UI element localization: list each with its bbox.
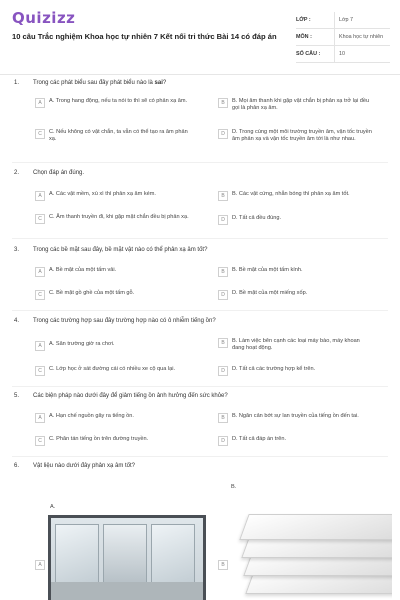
- option-text: C. Bề mặt gồ ghề của một tấm gỗ.: [49, 290, 135, 296]
- option-b[interactable]: [218, 413, 373, 423]
- option-a-label: A.: [50, 504, 56, 510]
- divider: [12, 386, 388, 387]
- option-letter-box: B: [218, 413, 228, 423]
- question-number: 3.: [14, 247, 20, 253]
- option-d[interactable]: [218, 366, 373, 376]
- meta-label: MÔN :: [296, 34, 312, 40]
- option-a[interactable]: [35, 341, 190, 351]
- question-text: Vật liệu nào dưới đây phản xạ âm tốt?: [33, 463, 136, 469]
- document-header: [0, 0, 400, 75]
- question-number: 1.: [14, 80, 20, 86]
- meta-row-subject: [296, 29, 390, 46]
- option-text: C. Lớp học ở sát đường cái có nhiều xe cộ qua lại.: [49, 366, 176, 372]
- option-text: C. Âm thanh truyền đi, khi gặp mặt chắn đều bị phản xạ.: [49, 214, 189, 220]
- meta-value: Lớp 7: [334, 12, 390, 28]
- glass-door-image: [48, 515, 206, 600]
- option-text: B. Bề mặt của một tấm kính.: [232, 267, 303, 273]
- question-number: 4.: [14, 318, 20, 324]
- divider: [12, 310, 388, 311]
- question-text: Trong các bề mặt sau đây, bề mặt vật nào có thể phản xạ âm tốt?: [33, 247, 208, 253]
- option-letter-box: C: [35, 290, 45, 300]
- option-text: A. Hạn chế nguồn gây ra tiếng ồn.: [49, 413, 134, 419]
- option-d[interactable]: [218, 129, 373, 143]
- foam-slab: [239, 514, 392, 540]
- option-b[interactable]: [218, 338, 373, 352]
- option-letter-box: B: [218, 267, 228, 277]
- option-a[interactable]: [35, 98, 190, 108]
- option-b[interactable]: [218, 191, 373, 201]
- option-letter-box: A: [35, 98, 45, 108]
- option-text: D. Trong cùng một môi trường truyền âm, vận tốc truyền âm phản xạ và vận tốc truyền âm tới là như nhau.: [232, 129, 372, 142]
- option-c[interactable]: [35, 366, 190, 376]
- option-text: C. Nếu không có vật chắn, ta vẫn có thể tạo ra âm phản xạ.: [49, 129, 188, 142]
- option-text: A. Bề mặt của một tấm vải.: [49, 267, 117, 273]
- meta-row-count: [296, 46, 390, 63]
- option-b-label: B.: [231, 484, 237, 490]
- meta-table: [296, 12, 390, 63]
- option-letter-box: D: [218, 436, 228, 446]
- option-letter-box: B: [218, 98, 228, 108]
- divider: [12, 456, 388, 457]
- option-text: B. Các vật cứng, nhẵn bóng thì phản xạ âm tốt.: [232, 191, 350, 197]
- option-letter-box: C: [35, 366, 45, 376]
- option-d[interactable]: [218, 436, 373, 446]
- question-number: 5.: [14, 393, 20, 399]
- option-c[interactable]: [35, 214, 190, 224]
- option-letter-box: D: [218, 366, 228, 376]
- option-letter-box: B: [218, 191, 228, 201]
- floor: [51, 582, 203, 600]
- meta-label: SỐ CÂU :: [296, 51, 321, 57]
- question-text-part: Trong các phát biểu sau đây phát biểu nào là: [33, 80, 155, 86]
- option-letter-box: B: [218, 338, 228, 348]
- option-text: C. Phân tán tiếng ồn trên đường truyền.: [49, 436, 149, 442]
- option-text: A. Trong hang động, nếu ta nói to thì sẽ có phản xạ âm.: [49, 98, 188, 104]
- option-a[interactable]: [35, 413, 190, 423]
- foam-sheets-image: [230, 498, 392, 600]
- option-a[interactable]: [35, 267, 190, 277]
- question-text-part: ?: [162, 80, 167, 86]
- option-letter-box: A: [35, 191, 45, 201]
- option-text: D. Tất cả đáp án trên.: [232, 436, 287, 442]
- option-text: B. Mọi âm thanh khi gặp vật chắn bị phản xạ trở lại đều gọi là phản xạ âm.: [232, 98, 370, 111]
- option-b[interactable]: [218, 98, 373, 112]
- option-d[interactable]: [218, 215, 373, 225]
- option-letter-box: A: [35, 341, 45, 351]
- option-b[interactable]: [218, 267, 373, 277]
- question-text: Trong các trường hợp sau đây trường hợp nào có ô nhiễm tiếng ồn?: [33, 318, 216, 324]
- question-text-emphasis: sai: [154, 80, 163, 86]
- option-text: D. Tất cả đều đúng.: [232, 215, 282, 221]
- question-text: [33, 80, 373, 86]
- question-text: Chọn đáp án đúng.: [33, 170, 85, 176]
- meta-row-class: [296, 12, 390, 29]
- document-title: 10 câu Trắc nghiệm Khoa học tự nhiên 7 Kết nối tri thức Bài 14 có đáp án: [12, 32, 277, 41]
- quizizz-logo: Quizizz: [12, 9, 76, 27]
- option-text: D. Bề mặt của một miếng xốp.: [232, 290, 308, 296]
- option-c[interactable]: [35, 436, 190, 446]
- option-text: A. Sân trường giờ ra chơi.: [49, 341, 115, 347]
- option-text: B. Làm việc bên cạnh các loại máy bào, máy khoan đang hoạt động.: [232, 338, 360, 351]
- divider: [12, 162, 388, 163]
- option-letter-box: D: [218, 129, 228, 139]
- option-letter-box: A: [35, 413, 45, 423]
- option-c[interactable]: [35, 129, 190, 143]
- option-text: A. Các vật mềm, xù xì thì phản xạ âm kém.: [49, 191, 156, 197]
- option-c[interactable]: [35, 290, 190, 300]
- divider: [12, 238, 388, 239]
- meta-value: Khoa học tự nhiên: [334, 29, 390, 45]
- meta-label: LỚP :: [296, 17, 311, 23]
- option-letter-box: D: [218, 290, 228, 300]
- option-letter-box: C: [35, 129, 45, 139]
- option-a[interactable]: [35, 191, 190, 201]
- option-text: B. Ngăn cản bớt sự lan truyền của tiếng ồn đến tai.: [232, 413, 359, 419]
- option-text: D. Tất cả các trường hợp kể trên.: [232, 366, 316, 372]
- question-number: 2.: [14, 170, 20, 176]
- option-letter-box: C: [35, 436, 45, 446]
- meta-value: 10: [334, 46, 390, 62]
- option-d[interactable]: [218, 290, 373, 300]
- option-letter-box: C: [35, 214, 45, 224]
- question-text: Các biện pháp nào dưới đây để giảm tiếng ồn ảnh hưởng đến sức khỏe?: [33, 393, 228, 399]
- question-number: 6.: [14, 463, 20, 469]
- option-letter-box: D: [218, 215, 228, 225]
- option-b-letter-box[interactable]: B: [218, 560, 228, 570]
- option-a-letter-box[interactable]: A: [35, 560, 45, 570]
- option-letter-box: A: [35, 267, 45, 277]
